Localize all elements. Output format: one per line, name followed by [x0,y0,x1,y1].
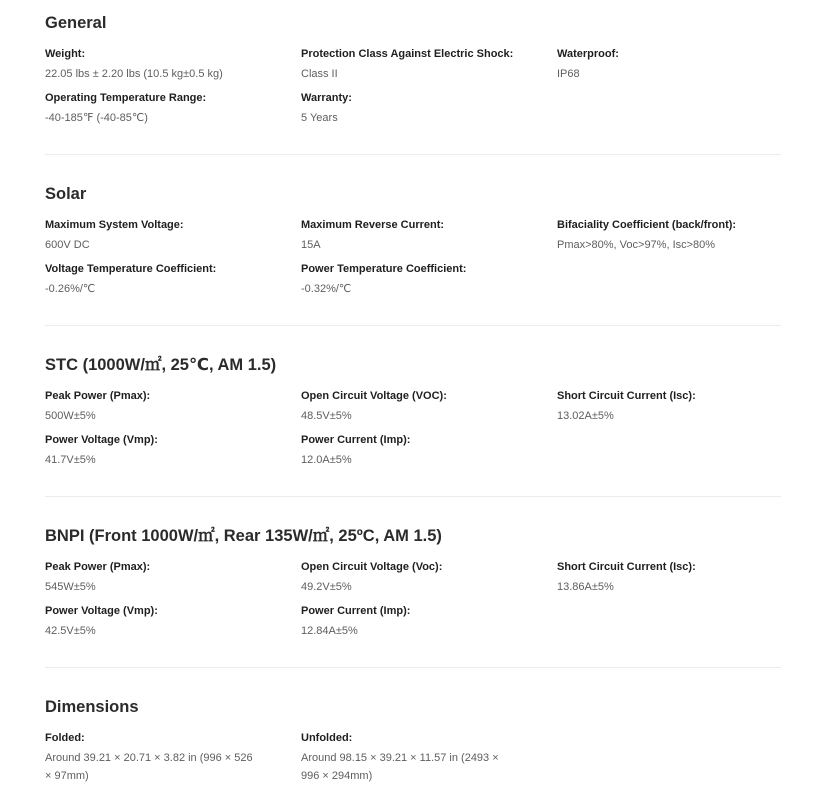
section-title: Solar [45,185,87,203]
spec-label: Folded: [45,732,85,744]
spec-value: 545W±5% [45,581,96,593]
spec-label: Unfolded: [301,732,353,744]
section-divider [45,325,781,326]
spec-value: Around 39.21 × 20.71 × 3.82 in (996 × 526 × 97mm) [45,752,253,782]
spec-label: Operating Temperature Range: [45,92,207,104]
spec-value: 5 Years [301,112,338,124]
spec-bifaciality-coefficient [557,218,777,254]
spec-label: Weight: [45,48,86,60]
spec-label: Power Current (Imp): [301,605,411,617]
spec-label: Open Circuit Voltage (Voc): [301,561,443,573]
spec-value: 42.5V±5% [45,625,96,637]
spec-folded [45,731,265,785]
spec-max-reverse-current [301,218,521,254]
spec-value: -40-185℉ (-40-85℃) [45,112,148,124]
spec-waterproof [557,47,777,83]
section-divider [45,496,781,497]
spec-value: -0.26%/℃ [45,283,96,295]
spec-value: 13.86A±5% [557,581,614,593]
section-divider [45,154,781,155]
spec-value: 600V DC [45,239,90,251]
spec-label: Power Voltage (Vmp): [45,605,158,617]
spec-weight [45,47,265,83]
section-divider [45,667,781,668]
spec-power-voltage [45,433,265,469]
spec-value: 15A [301,239,321,251]
spec-voltage-temp-coefficient [45,262,265,298]
spec-protection-class [301,47,521,83]
spec-value: 48.5V±5% [301,410,352,422]
spec-unfolded [301,731,521,785]
spec-value: -0.32%/℃ [301,283,352,295]
spec-label: Open Circuit Voltage (VOC): [301,390,447,402]
spec-value: 12.0A±5% [301,454,352,466]
spec-power-current [301,604,521,640]
spec-value: 22.05 lbs ± 2.20 lbs (10.5 kg±0.5 kg) [45,68,223,80]
spec-value: 41.7V±5% [45,454,96,466]
spec-label: Peak Power (Pmax): [45,390,151,402]
spec-value: 49.2V±5% [301,581,352,593]
spec-value: IP68 [557,68,580,80]
spec-label: Power Voltage (Vmp): [45,434,158,446]
section-title: Dimensions [45,698,139,716]
spec-value: Pmax>80%, Voc>97%, Isc>80% [557,239,716,251]
spec-open-circuit-voltage [301,560,521,596]
spec-label: Voltage Temperature Coefficient: [45,263,217,275]
spec-value: Around 98.15 × 39.21 × 11.57 in (2493 × 996 × 294mm) [301,752,499,782]
spec-label: Waterproof: [557,48,619,60]
spec-power-temp-coefficient [301,262,521,298]
spec-label: Maximum System Voltage: [45,219,184,231]
spec-label: Power Current (Imp): [301,434,411,446]
spec-label: Peak Power (Pmax): [45,561,151,573]
spec-max-system-voltage [45,218,265,254]
spec-label: Maximum Reverse Current: [301,219,445,231]
spec-label: Bifaciality Coefficient (back/front): [557,219,737,231]
spec-value: 13.02A±5% [557,410,614,422]
spec-power-voltage [45,604,265,640]
spec-label: Short Circuit Current (Isc): [557,561,696,573]
spec-short-circuit-current [557,389,777,425]
spec-peak-power [45,560,265,596]
spec-operating-temperature [45,91,265,127]
spec-value: 500W±5% [45,410,96,422]
spec-label: Short Circuit Current (Isc): [557,390,696,402]
spec-value: 12.84A±5% [301,625,358,637]
spec-open-circuit-voltage [301,389,521,425]
section-title: General [45,14,107,32]
spec-label: Warranty: [301,92,352,104]
section-title: STC (1000W/㎡, 25℃, AM 1.5) [45,356,277,374]
spec-short-circuit-current [557,560,777,596]
spec-warranty [301,91,521,127]
spec-label: Protection Class Against Electric Shock: [301,48,514,60]
spec-value: Class II [301,68,338,80]
section-title: BNPI (Front 1000W/㎡, Rear 135W/㎡, 25ºC, AM 1.5) [45,527,442,545]
spec-peak-power [45,389,265,425]
spec-label: Power Temperature Coefficient: [301,263,467,275]
spec-power-current [301,433,521,469]
